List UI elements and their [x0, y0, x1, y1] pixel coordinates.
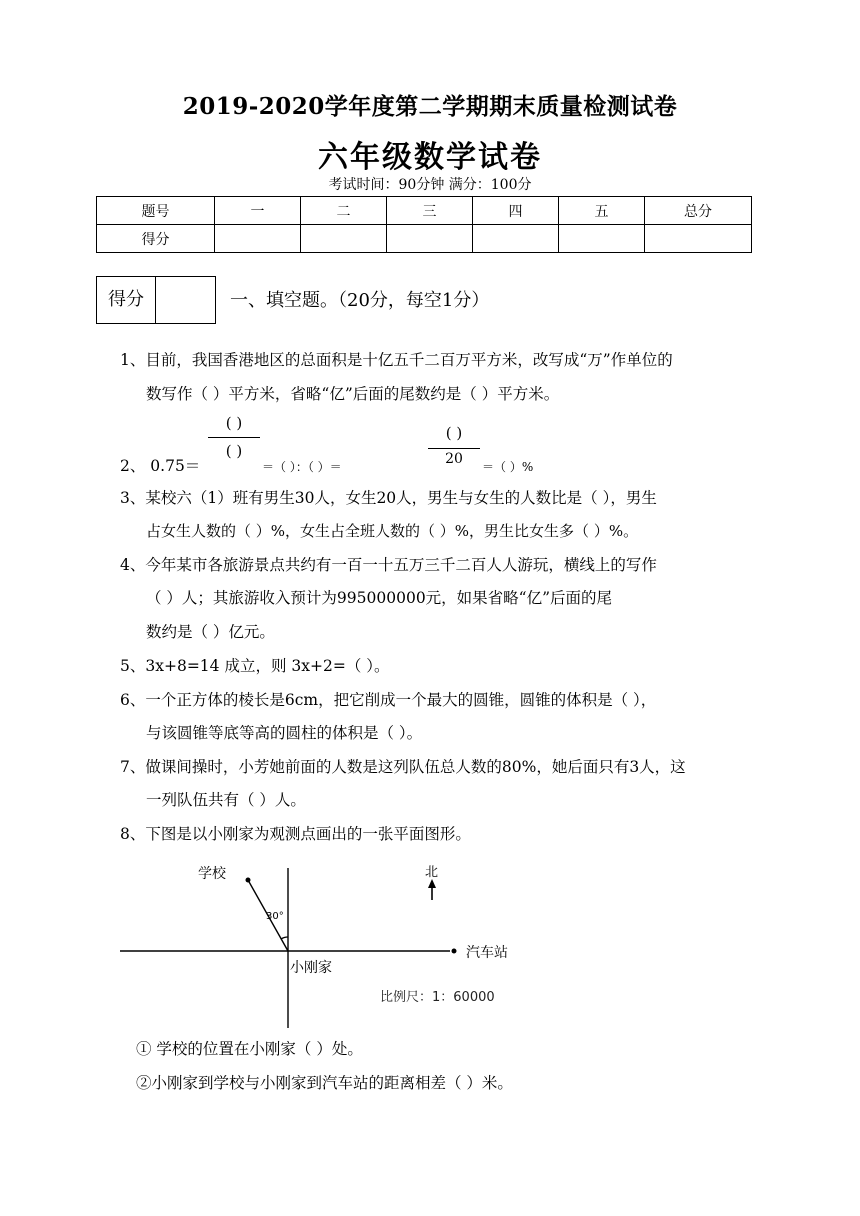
exam-info: 考试时间：90分钟 满分：100分: [328, 177, 532, 193]
angle-label: 30°: [266, 911, 284, 922]
question-2-percent: ＝（ ）%: [482, 460, 534, 474]
question-6-line-1: 6、一个正方体的棱长是6cm，把它削成一个最大的圆锥，圆锥的体积是（ ），: [120, 691, 657, 709]
school-point: [246, 878, 251, 883]
question-8-sub-2: ②小刚家到学校与小刚家到汽车站的距离相差（ ）米。: [136, 1074, 513, 1092]
question-7-line-1: 7、做课间操时，小芳她前面的人数是这列队伍总人数的80%，她后面只有3人，这: [120, 758, 686, 776]
question-3-line-2: 占女生人数的（ ）%，女生占全班人数的（ ）%，男生比女生多（ ）%。: [146, 522, 639, 540]
fraction-2-denominator: 20: [445, 451, 463, 467]
fraction-1-denominator: ( ): [225, 442, 243, 460]
station-label: 汽车站: [466, 945, 508, 961]
question-3-line-1: 3、某校六（1）班有男生30人，女生20人，男生与女生的人数比是（ ），男生: [120, 489, 657, 507]
question-4-line-2: （ ）人；其旅游收入预计为995000000元，如果省略“亿”后面的尾: [146, 589, 613, 607]
question-4-line-1: 4、今年某市各旅游景点共约有一百一十五万三千二百人人游玩，横线上的写作: [120, 556, 657, 574]
score-table-header-cell: 二: [301, 197, 387, 225]
north-label: 北: [425, 865, 439, 880]
question-5-line-1: 5、3x+8=14 成立，则 3x+2=（ ）。: [120, 657, 390, 675]
angle-arc: [281, 937, 288, 939]
question-8-sub-1: ① 学校的位置在小刚家（ ）处。: [136, 1040, 363, 1058]
question-8-line-1: 8、下图是以小刚家为观测点画出的一张平面图形。: [120, 825, 471, 843]
question-6-line-2: 与该圆锥等底等高的圆柱的体积是（ ）。: [146, 724, 423, 742]
score-table-header-cell: 三: [387, 197, 473, 225]
section-heading: 一、填空题。（20分，每空1分）: [230, 290, 490, 311]
section-score-label: 得分: [97, 277, 156, 323]
question-1-line-1: 1、目前，我国香港地区的总面积是十亿五千二百万平方米，改写成“万”作单位的: [120, 351, 673, 369]
question-4-line-3: 数约是（ ）亿元。: [146, 623, 275, 641]
score-table-header-cell: 一: [215, 197, 301, 225]
score-table-header-cell: 五: [559, 197, 645, 225]
question-7-line-2: 一列队伍共有（ ）人。: [146, 791, 306, 809]
score-table-header-cell: 题号: [97, 197, 215, 225]
scale-label: 比例尺：1：60000: [380, 990, 495, 1005]
question-2-ratio: ＝（ ）：（ ）＝: [262, 460, 342, 474]
station-point: [452, 949, 457, 954]
exam-subject-title: 六年级数学试卷: [318, 140, 542, 175]
north-arrow-head: [428, 879, 436, 888]
fraction-2-numerator: ( ): [445, 424, 463, 442]
score-table-header-cell: 四: [473, 197, 559, 225]
home-label: 小刚家: [290, 960, 332, 976]
question-2-prefix: 2、 0.75＝: [120, 457, 201, 475]
score-table-header-cell: 总分: [645, 197, 752, 225]
question-1-line-2: 数写作（ ）平方米，省略“亿”后面的尾数约是（ ）平方米。: [146, 385, 560, 403]
school-label: 学校: [198, 866, 226, 882]
score-table-row-label: 得分: [97, 225, 215, 253]
fraction-1-numerator: ( ): [225, 414, 243, 432]
exam-title: 2019-2020学年度第二学期期末质量检测试卷: [182, 93, 678, 120]
